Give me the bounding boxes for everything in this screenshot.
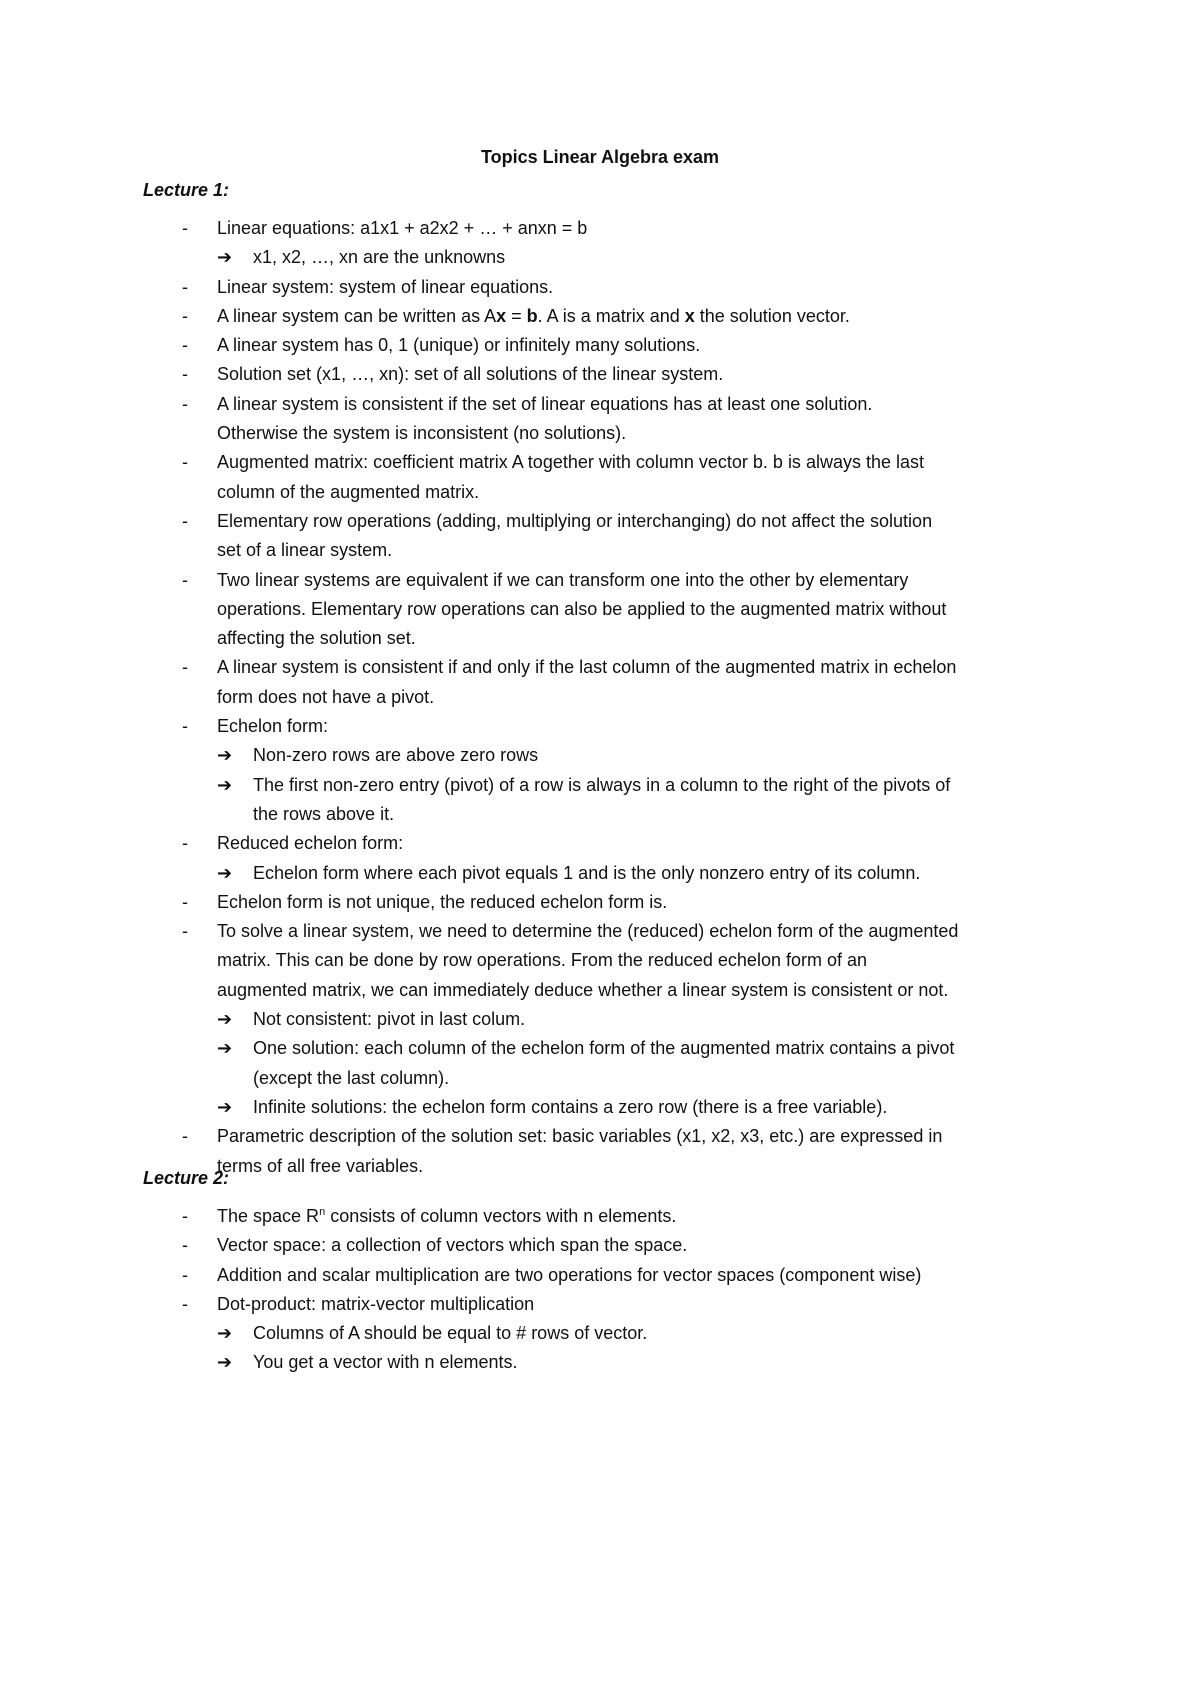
section-heading-lecture-1: Lecture 1:: [143, 180, 230, 200]
list-item-text: set of a linear system.: [217, 540, 393, 561]
list-item: [0, 829, 1200, 858]
list-item-text: x1, x2, …, xn are the unknowns: [253, 247, 506, 268]
lecture-2-list: [0, 1202, 1200, 1378]
list-item-text: terms of all free variables.: [217, 1155, 424, 1176]
list-item: [0, 478, 1200, 507]
arrow-icon: ➔: [217, 745, 233, 766]
bullet-dash: -: [182, 335, 188, 356]
list-item-text: A linear system is consistent if the set of linear equations has at least one solution.: [217, 393, 873, 414]
bullet-dash: -: [182, 569, 188, 590]
list-item-text: augmented matrix, we can immediately deduce whether a linear system is consistent or not.: [217, 979, 949, 1000]
list-item: [0, 683, 1200, 712]
text-part: n: [319, 1206, 326, 1218]
arrow-icon: ➔: [217, 1352, 233, 1373]
bullet-dash: -: [182, 1264, 188, 1285]
arrow-icon: ➔: [217, 1323, 233, 1344]
bullet-dash: -: [182, 891, 188, 912]
list-item: [0, 800, 1200, 829]
list-item: [0, 536, 1200, 565]
list-item-text: A linear system has 0, 1 (unique) or infinitely many solutions.: [217, 335, 701, 356]
list-item-text: Columns of A should be equal to # rows of vector.: [253, 1323, 648, 1344]
list-item-text: The first non-zero entry (pivot) of a row is always in a column to the right of the pivots of: [253, 774, 951, 795]
list-item-text: Vector space: a collection of vectors which span the space.: [217, 1235, 688, 1256]
list-item: [0, 448, 1200, 477]
list-item: [0, 1290, 1200, 1319]
list-item: [0, 360, 1200, 389]
list-item-text: Parametric description of the solution set: basic variables (x1, x2, x3, etc.) are expressed in: [217, 1126, 943, 1147]
list-item-text: affecting the solution set.: [217, 628, 416, 649]
bullet-dash: -: [182, 1293, 188, 1314]
list-item: [0, 888, 1200, 917]
bullet-dash: -: [182, 452, 188, 473]
arrow-icon: ➔: [217, 862, 233, 883]
list-item-text: You get a vector with n elements.: [253, 1352, 518, 1373]
text-part: A linear system can be written as A: [217, 305, 497, 326]
list-item: [0, 1005, 1200, 1034]
arrow-icon: ➔: [217, 774, 233, 795]
text-part: The space R: [217, 1206, 320, 1226]
bullet-dash: -: [182, 833, 188, 854]
list-item-text: Echelon form:: [217, 716, 329, 737]
list-item: [0, 1202, 1200, 1231]
text-part: . A is a matrix and: [537, 305, 685, 326]
list-item: [0, 624, 1200, 653]
list-item-text: matrix. This can be done by row operations. From the reduced echelon form of an: [217, 950, 868, 971]
list-item: [0, 214, 1200, 243]
list-item: [0, 741, 1200, 770]
bullet-dash: -: [182, 1235, 188, 1256]
list-item: [0, 507, 1200, 536]
list-item-text: Non-zero rows are above zero rows: [253, 745, 539, 766]
bullet-dash: -: [182, 393, 188, 414]
text-part: b: [526, 305, 538, 326]
bullet-dash: -: [182, 921, 188, 942]
list-item-text: Linear system: system of linear equations.: [217, 276, 554, 297]
list-item: [0, 595, 1200, 624]
lecture-1-list: [0, 214, 1200, 1181]
list-item-text: Dot-product: matrix-vector multiplication: [217, 1293, 535, 1314]
list-item-text: Linear equations: a1x1 + a2x2 + … + anxn = b: [217, 218, 588, 238]
list-item: [0, 976, 1200, 1005]
list-item: [0, 712, 1200, 741]
list-item: [0, 1319, 1200, 1348]
list-item-text: Elementary row operations (adding, multiplying or interchanging) do not affect the solution: [217, 510, 933, 531]
list-item: [0, 917, 1200, 946]
list-item: [0, 302, 1200, 331]
list-item: [0, 566, 1200, 595]
list-item: [0, 1034, 1200, 1063]
arrow-icon: ➔: [217, 1038, 233, 1059]
list-item: [0, 419, 1200, 448]
list-item-text: Reduced echelon form:: [217, 833, 404, 854]
list-item-text: [217, 302, 850, 331]
list-item-text: Two linear systems are equivalent if we can transform one into the other by elementary: [217, 569, 909, 590]
list-item-text: A linear system is consistent if and only if the last column of the augmented matrix in echelon: [217, 657, 957, 678]
list-item: [0, 771, 1200, 800]
list-item-text: One solution: each column of the echelon form of the augmented matrix contains a pivot: [253, 1038, 955, 1059]
list-item-text: (except the last column).: [253, 1067, 450, 1088]
list-item: [0, 331, 1200, 360]
text-part: the solution vector.: [694, 305, 850, 326]
list-item: [0, 273, 1200, 302]
bullet-dash: -: [182, 657, 188, 678]
list-item-text: form does not have a pivot.: [217, 686, 435, 707]
text-part: x: [496, 305, 507, 326]
list-item-text: Addition and scalar multiplication are two operations for vector spaces (component wise): [217, 1264, 922, 1285]
bullet-dash: -: [182, 716, 188, 737]
list-item-text: Echelon form is not unique, the reduced echelon form is.: [217, 891, 668, 912]
list-item: [0, 390, 1200, 419]
list-item-text: operations. Elementary row operations can also be applied to the augmented matrix without: [217, 598, 947, 619]
section-heading-lecture-2: Lecture 2:: [143, 1168, 230, 1188]
text-part: x: [684, 305, 695, 326]
arrow-icon: ➔: [217, 1096, 233, 1117]
text-part: consists of column vectors with n elements.: [325, 1206, 677, 1226]
bullet-dash: -: [182, 305, 188, 326]
list-item: [0, 653, 1200, 682]
list-item: [0, 1122, 1200, 1151]
bullet-dash: -: [182, 218, 188, 238]
arrow-icon: ➔: [217, 1009, 233, 1030]
bullet-dash: -: [182, 276, 188, 297]
list-item-text: Echelon form where each pivot equals 1 and is the only nonzero entry of its column.: [253, 862, 921, 883]
text-part: =: [506, 305, 527, 326]
bullet-dash: -: [182, 364, 188, 385]
list-item-text: To solve a linear system, we need to determine the (reduced) echelon form of the augmented: [217, 921, 959, 942]
bullet-dash: -: [182, 1206, 188, 1226]
bullet-dash: -: [182, 1126, 188, 1147]
document-title: Topics Linear Algebra exam: [480, 147, 720, 167]
list-item-text: [217, 1202, 676, 1231]
list-item: [0, 859, 1200, 888]
list-item-text: Infinite solutions: the echelon form contains a zero row (there is a free variable).: [253, 1096, 888, 1117]
list-item: [0, 946, 1200, 975]
arrow-icon: ➔: [217, 247, 233, 268]
list-item: [0, 1093, 1200, 1122]
list-item-text: Augmented matrix: coefficient matrix A together with column vector b. b is always the last: [217, 452, 924, 473]
list-item: [0, 1261, 1200, 1290]
list-item-text: Not consistent: pivot in last colum.: [253, 1009, 526, 1030]
list-item-text: Solution set (x1, …, xn): set of all solutions of the linear system.: [217, 364, 724, 385]
list-item: [0, 1348, 1200, 1377]
list-item: [0, 1064, 1200, 1093]
list-item: [0, 243, 1200, 272]
bullet-dash: -: [182, 510, 188, 531]
list-item-text: Otherwise the system is inconsistent (no solutions).: [217, 423, 627, 444]
list-item-text: the rows above it.: [253, 803, 395, 824]
list-item-text: column of the augmented matrix.: [217, 481, 480, 502]
list-item: [0, 1231, 1200, 1260]
